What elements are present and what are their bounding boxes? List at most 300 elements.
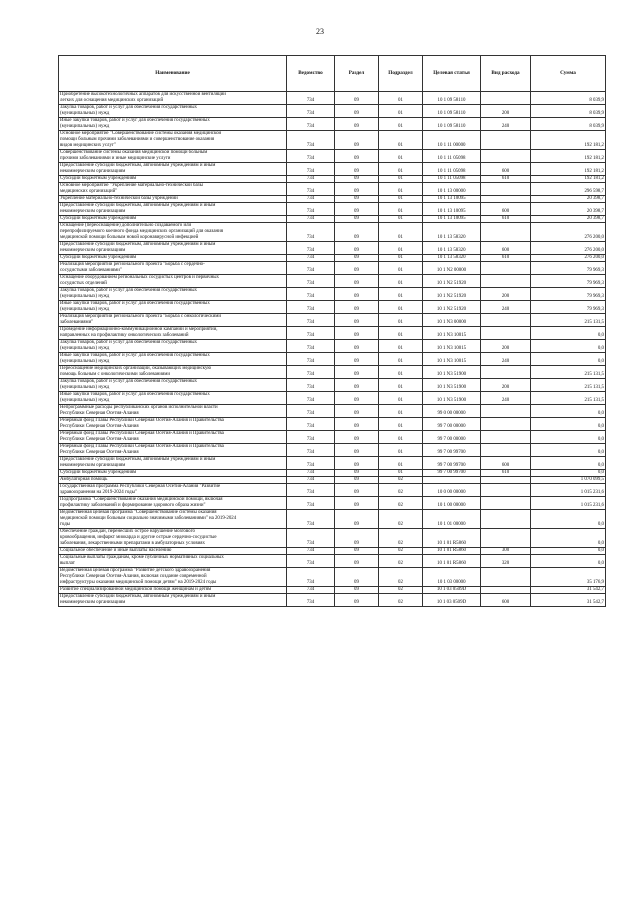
header-subsection: Подраздел [379, 56, 423, 92]
row-section: 09 [335, 587, 379, 594]
row-department: 734 [287, 353, 335, 366]
row-department: 734 [287, 242, 335, 255]
row-expense-type: 610 [481, 255, 531, 262]
row-amount: 0,0 [531, 340, 606, 353]
row-expense-type [481, 418, 531, 431]
table-row [59, 594, 606, 607]
row-subsection: 01 [379, 262, 423, 275]
row-target-article: 99 7 00 99700 [423, 457, 481, 470]
row-subsection: 01 [379, 105, 423, 118]
row-amount: 0,0 [531, 444, 606, 457]
row-subsection: 01 [379, 176, 423, 183]
table-row [59, 379, 606, 392]
row-subsection: 02 [379, 548, 423, 555]
row-department: 734 [287, 118, 335, 131]
row-department: 734 [287, 529, 335, 548]
row-name: Иные закупки товаров, работ и услуг для обеспечения государственных (муниципальных) нужд [59, 353, 287, 366]
row-target-article: 10 1 03 00000 [423, 568, 481, 587]
row-name: Основное мероприятие "Укрепление материально-технической базы медицинских организаций" [59, 183, 287, 196]
row-amount: 79 969,3 [531, 301, 606, 314]
row-department: 734 [287, 131, 335, 150]
row-department: 734 [287, 216, 335, 223]
row-section: 09 [335, 379, 379, 392]
row-department: 734 [287, 105, 335, 118]
row-subsection: 02 [379, 587, 423, 594]
table-row [59, 288, 606, 301]
row-expense-type: 610 [481, 470, 531, 477]
row-expense-type [481, 183, 531, 196]
row-department: 734 [287, 477, 335, 484]
table-row [59, 301, 606, 314]
row-subsection: 01 [379, 340, 423, 353]
row-name: Иные закупки товаров, работ и услуг для обеспечения государственных (муниципальных) нужд [59, 301, 287, 314]
row-department: 734 [287, 340, 335, 353]
header-department: Ведомство [287, 56, 335, 92]
row-amount: 79 969,3 [531, 262, 606, 275]
row-expense-type: 200 [481, 340, 531, 353]
row-target-article: 10 1 N2 00000 [423, 262, 481, 275]
table-row [59, 105, 606, 118]
row-amount: 276 200,0 [531, 255, 606, 262]
row-target-article: 10 1 11 05098 [423, 150, 481, 163]
row-subsection: 02 [379, 568, 423, 587]
table-row [59, 327, 606, 340]
row-target-article: 10 1 00 00000 [423, 497, 481, 510]
row-amount: 1 015 231,6 [531, 497, 606, 510]
row-amount: 0,0 [531, 457, 606, 470]
row-subsection: 02 [379, 529, 423, 548]
table-row [59, 353, 606, 366]
row-amount: 215 131,5 [531, 379, 606, 392]
row-section: 09 [335, 327, 379, 340]
row-section: 09 [335, 301, 379, 314]
row-section: 09 [335, 366, 379, 379]
row-target-article: 10 1 09 58110 [423, 105, 481, 118]
row-amount: 215 131,5 [531, 314, 606, 327]
row-expense-type [481, 196, 531, 203]
row-department: 734 [287, 548, 335, 555]
row-subsection: 01 [379, 314, 423, 327]
row-amount: 8 039,9 [531, 118, 606, 131]
row-name: Резервный фонд Главы Республики Северная Осетия-Алания и Правительства Республики Северная Осетия-Алания [59, 418, 287, 431]
row-name: Ведомственная целевая программа "Совершенствование системы оказания медицинской помощи больным социально значимыми заболеваниями" на 2019-2024 годы [59, 510, 287, 529]
row-expense-type [481, 484, 531, 497]
row-expense-type [481, 150, 531, 163]
row-section: 09 [335, 418, 379, 431]
row-target-article: 10 1 13 58320 [423, 223, 481, 242]
row-department: 734 [287, 163, 335, 176]
table-row [59, 196, 606, 203]
row-subsection: 01 [379, 470, 423, 477]
row-subsection: 01 [379, 92, 423, 105]
row-section: 09 [335, 568, 379, 587]
row-amount: 79 969,3 [531, 288, 606, 301]
row-name: Резервный фонд Главы Республики Северная Осетия-Алания и Правительства Республики Северная Осетия-Алания [59, 444, 287, 457]
table-row [59, 510, 606, 529]
row-section: 09 [335, 150, 379, 163]
row-subsection: 01 [379, 183, 423, 196]
budget-table [58, 55, 606, 607]
table-row [59, 405, 606, 418]
row-name: Проведение информационно-коммуникационной кампании и мероприятий, направленных на профилактику онкологических заболеваний [59, 327, 287, 340]
row-department: 734 [287, 183, 335, 196]
row-target-article: 10 1 13 00000 [423, 183, 481, 196]
row-expense-type: 610 [481, 216, 531, 223]
row-amount: 0,0 [531, 353, 606, 366]
row-name: Закупка товаров, работ и услуг для обеспечения государственных (муниципальных) нужд [59, 379, 287, 392]
row-amount: 296 598,7 [531, 183, 606, 196]
row-expense-type: 600 [481, 457, 531, 470]
row-target-article: 10 1 11 05098 [423, 176, 481, 183]
row-subsection: 01 [379, 301, 423, 314]
row-name: Предоставление субсидий бюджетным, автономным учреждениям и иным некоммерческим организациям [59, 242, 287, 255]
row-department: 734 [287, 366, 335, 379]
row-section: 09 [335, 548, 379, 555]
row-target-article: 99 7 00 99700 [423, 470, 481, 477]
header-section: Раздел [335, 56, 379, 92]
header-target-article: Целевая статья [423, 56, 481, 92]
row-name: Непрограммные расходы республиканских органов исполнительной власти Республики Северная Осетия-Алания [59, 405, 287, 418]
row-section: 09 [335, 255, 379, 262]
row-amount: 215 131,5 [531, 392, 606, 405]
row-section: 09 [335, 92, 379, 105]
row-name: Обеспечение граждан, перенесших острое нарушение мозгового кровообращения, инфаркт миокарда и другие острые сердечно-сосудистые заболевания, лекарственными препаратами в амбулаторных условиях [59, 529, 287, 548]
row-department: 734 [287, 470, 335, 477]
row-section: 09 [335, 203, 379, 216]
row-department: 734 [287, 288, 335, 301]
row-expense-type: 600 [481, 594, 531, 607]
row-subsection: 01 [379, 405, 423, 418]
row-name: Реализация мероприятий регионального проекта "Борьба с онкологическими заболеваниями" [59, 314, 287, 327]
row-expense-type: 300 [481, 548, 531, 555]
table-row [59, 223, 606, 242]
row-section: 09 [335, 216, 379, 223]
row-target-article [423, 477, 481, 484]
row-target-article: 10 1 N3 10015 [423, 353, 481, 366]
row-section: 09 [335, 477, 379, 484]
table-row [59, 150, 606, 163]
row-department: 734 [287, 484, 335, 497]
row-name: Субсидии бюджетным учреждениям [59, 470, 287, 477]
row-department: 734 [287, 587, 335, 594]
table-row [59, 314, 606, 327]
row-section: 09 [335, 176, 379, 183]
row-target-article: 10 1 N3 51900 [423, 379, 481, 392]
row-name: Ведомственная целевая программа "Развитие детского здравоохранения Республики Северная Осетия-Алания, включая создание современной инфраструктуры оказания медицинской помощи детям" на 2019-2024 годы [59, 568, 287, 587]
row-expense-type: 200 [481, 379, 531, 392]
row-name: Субсидии бюджетным учреждениям [59, 255, 287, 262]
table-row [59, 431, 606, 444]
row-subsection: 02 [379, 594, 423, 607]
row-subsection: 02 [379, 484, 423, 497]
row-department: 734 [287, 379, 335, 392]
header-name: Наименование [59, 56, 287, 92]
row-expense-type [481, 431, 531, 444]
row-department: 734 [287, 568, 335, 587]
table-row [59, 340, 606, 353]
header-expense-type: Вид расхода [481, 56, 531, 92]
row-section: 09 [335, 275, 379, 288]
table-row [59, 484, 606, 497]
row-department: 734 [287, 327, 335, 340]
row-department: 734 [287, 431, 335, 444]
row-expense-type [481, 327, 531, 340]
row-expense-type [481, 405, 531, 418]
row-name: Основное мероприятие "Совершенствование системы оказания медицинской помощи больным прочими заболеваниями и совершенствование оказания видов медицинских услуг" [59, 131, 287, 150]
row-target-article: 10 1 11 00000 [423, 131, 481, 150]
row-subsection: 01 [379, 379, 423, 392]
row-section: 09 [335, 183, 379, 196]
row-department: 734 [287, 405, 335, 418]
row-amount: 0,0 [531, 529, 606, 548]
row-department: 734 [287, 392, 335, 405]
row-expense-type: 240 [481, 353, 531, 366]
row-section: 09 [335, 353, 379, 366]
row-name: Совершенствование системы оказания медицинской помощи больным прочими заболеваниями и иные медицинские услуги [59, 150, 287, 163]
table-row [59, 163, 606, 176]
row-amount: 20 398,7 [531, 216, 606, 223]
row-section: 09 [335, 431, 379, 444]
row-section: 09 [335, 163, 379, 176]
row-name: Социальное обеспечение и иные выплаты населению [59, 548, 287, 555]
header-amount: Сумма [531, 56, 606, 92]
row-subsection: 02 [379, 555, 423, 568]
row-expense-type: 240 [481, 301, 531, 314]
row-department: 734 [287, 262, 335, 275]
row-subsection: 01 [379, 392, 423, 405]
row-expense-type: 240 [481, 118, 531, 131]
row-subsection: 02 [379, 510, 423, 529]
row-expense-type [481, 262, 531, 275]
row-name: Реализация мероприятий регионального проекта "Борьба с сердечно- сосудистыми заболеваниями" [59, 262, 287, 275]
row-target-article: 10 1 N3 51900 [423, 392, 481, 405]
row-section: 09 [335, 457, 379, 470]
row-department: 734 [287, 223, 335, 242]
row-section: 09 [335, 288, 379, 301]
row-name: Подпрограмма "Совершенствование оказания медицинской помощи, включая профилактику заболеваний и формирование здорового образа жизни" [59, 497, 287, 510]
row-subsection: 02 [379, 477, 423, 484]
table-row [59, 203, 606, 216]
row-department: 734 [287, 176, 335, 183]
row-section: 09 [335, 444, 379, 457]
row-section: 09 [335, 484, 379, 497]
row-expense-type [481, 568, 531, 587]
row-department: 734 [287, 150, 335, 163]
row-target-article: 10 1 01 R5860 [423, 548, 481, 555]
row-amount: 276 200,0 [531, 242, 606, 255]
row-subsection: 01 [379, 288, 423, 301]
row-subsection: 01 [379, 131, 423, 150]
row-section: 09 [335, 497, 379, 510]
row-subsection: 01 [379, 418, 423, 431]
row-section: 09 [335, 262, 379, 275]
row-expense-type [481, 275, 531, 288]
row-department: 734 [287, 555, 335, 568]
table-row [59, 477, 606, 484]
row-name: Социальные выплаты гражданам, кроме публичных нормативных социальных выплат [59, 555, 287, 568]
row-target-article: 99 0 00 00000 [423, 405, 481, 418]
row-target-article: 10 1 N3 10015 [423, 340, 481, 353]
row-target-article: 10 1 03 0509D [423, 587, 481, 594]
row-expense-type [481, 587, 531, 594]
row-target-article: 99 7 00 99700 [423, 444, 481, 457]
row-subsection: 01 [379, 242, 423, 255]
row-section: 09 [335, 118, 379, 131]
row-amount: 192 181,2 [531, 150, 606, 163]
row-subsection: 01 [379, 203, 423, 216]
row-expense-type [481, 223, 531, 242]
row-expense-type: 320 [481, 555, 531, 568]
row-amount: 1 015 231,6 [531, 484, 606, 497]
row-target-article: 10 1 13 10095 [423, 203, 481, 216]
row-amount: 0,0 [531, 327, 606, 340]
row-expense-type [481, 529, 531, 548]
row-target-article: 99 7 00 00000 [423, 418, 481, 431]
row-expense-type: 610 [481, 176, 531, 183]
table-row [59, 176, 606, 183]
row-target-article: 10 1 01 R5860 [423, 555, 481, 568]
row-expense-type [481, 131, 531, 150]
table-row [59, 262, 606, 275]
row-target-article: 10 1 N2 51920 [423, 301, 481, 314]
row-subsection: 01 [379, 196, 423, 203]
row-target-article: 10 1 01 00000 [423, 510, 481, 529]
table-row [59, 392, 606, 405]
row-name: Оснащение оборудованием региональных сосудистых центров и первичных сосудистых отделений [59, 275, 287, 288]
table-row [59, 183, 606, 196]
row-subsection: 01 [379, 366, 423, 379]
row-subsection: 01 [379, 223, 423, 242]
row-target-article: 10 1 N2 51920 [423, 275, 481, 288]
table-row [59, 216, 606, 223]
row-department: 734 [287, 255, 335, 262]
row-target-article: 10 1 13 58320 [423, 242, 481, 255]
row-name: Развитие специализированной медицинской помощи женщинам и детям [59, 587, 287, 594]
row-name: Переоснащение медицинских организаций, оказывающих медицинскую помощь больным с онкологическими заболеваниями [59, 366, 287, 379]
row-target-article: 10 1 09 58110 [423, 118, 481, 131]
row-target-article: 10 1 N3 00000 [423, 314, 481, 327]
row-subsection: 01 [379, 457, 423, 470]
row-expense-type: 600 [481, 163, 531, 176]
row-department: 734 [287, 301, 335, 314]
row-target-article: 10 1 03 0509D [423, 594, 481, 607]
row-name: Резервный фонд Главы Республики Северная Осетия-Алания и Правительства Республики Северная Осетия-Алания [59, 431, 287, 444]
row-section: 09 [335, 594, 379, 607]
row-amount: 0,0 [531, 431, 606, 444]
table-row [59, 529, 606, 548]
row-expense-type [481, 510, 531, 529]
row-expense-type: 200 [481, 288, 531, 301]
row-name: Закупка товаров, работ и услуг для обеспечения государственных (муниципальных) нужд [59, 288, 287, 301]
row-target-article: 10 1 11 05098 [423, 163, 481, 176]
row-name: Субсидии бюджетным учреждениям [59, 216, 287, 223]
row-subsection: 01 [379, 431, 423, 444]
row-department: 734 [287, 457, 335, 470]
row-department: 734 [287, 444, 335, 457]
row-name: Субсидии бюджетным учреждениям [59, 176, 287, 183]
row-amount: 20 398,7 [531, 196, 606, 203]
row-expense-type: 240 [481, 392, 531, 405]
row-expense-type [481, 477, 531, 484]
row-amount: 1 070 099,5 [531, 477, 606, 484]
row-expense-type: 600 [481, 203, 531, 216]
row-name: Предоставление субсидий бюджетным, автономным учреждениям и иным некоммерческим организациям [59, 594, 287, 607]
row-expense-type: 600 [481, 242, 531, 255]
row-name: Иные закупки товаров, работ и услуг для обеспечения государственных (муниципальных) нужд [59, 392, 287, 405]
row-name: Оснащение (переоснащение) дополнительно создаваемого или перепрофилируемого коечного фонда медицинских организаций для оказания медицинской помощи больным новой коронавирусной инфекцией [59, 223, 287, 242]
row-name: Закупка товаров, работ и услуг для обеспечения государственных (муниципальных) нужд [59, 340, 287, 353]
table-row [59, 242, 606, 255]
row-amount: 0,0 [531, 470, 606, 477]
row-department: 734 [287, 510, 335, 529]
row-target-article: 10 1 13 58320 [423, 255, 481, 262]
row-amount: 20 398,7 [531, 203, 606, 216]
row-target-article: 10 1 13 10095 [423, 216, 481, 223]
row-target-article: 10 1 N3 51900 [423, 366, 481, 379]
table-row [59, 548, 606, 555]
row-department: 734 [287, 418, 335, 431]
table-row [59, 366, 606, 379]
row-target-article: 10 1 13 10095 [423, 196, 481, 203]
row-name: Амбулаторная помощь [59, 477, 287, 484]
table-row [59, 92, 606, 105]
row-amount: 192 181,2 [531, 163, 606, 176]
row-name: Предоставление субсидий бюджетным, автономным учреждениям и иным некоммерческим организациям [59, 457, 287, 470]
row-section: 09 [335, 555, 379, 568]
row-section: 09 [335, 105, 379, 118]
table-header-row [59, 56, 606, 92]
row-name: Иные закупки товаров, работ и услуг для обеспечения государственных (муниципальных) нужд [59, 118, 287, 131]
table-row [59, 587, 606, 594]
row-section: 09 [335, 314, 379, 327]
row-department: 734 [287, 196, 335, 203]
row-section: 09 [335, 392, 379, 405]
row-name: Приобретение высокотехнологичных аппаратов для искусственной вентиляции легких для оснащения медицинских организаций [59, 92, 287, 105]
row-subsection: 01 [379, 327, 423, 340]
row-amount: 31 542,7 [531, 587, 606, 594]
row-amount: 276 200,0 [531, 223, 606, 242]
row-target-article: 10 1 09 58110 [423, 92, 481, 105]
table-row [59, 457, 606, 470]
row-name: Укрепление материально-технической базы учреждений [59, 196, 287, 203]
table-row [59, 444, 606, 457]
row-expense-type [481, 314, 531, 327]
table-row [59, 131, 606, 150]
row-subsection: 01 [379, 275, 423, 288]
row-expense-type: 200 [481, 105, 531, 118]
row-amount: 0,0 [531, 510, 606, 529]
table-row [59, 497, 606, 510]
row-amount: 215 131,5 [531, 366, 606, 379]
row-expense-type [481, 92, 531, 105]
table-row [59, 555, 606, 568]
row-subsection: 01 [379, 216, 423, 223]
row-expense-type [481, 444, 531, 457]
row-amount: 192 181,2 [531, 176, 606, 183]
row-section: 09 [335, 529, 379, 548]
row-department: 734 [287, 275, 335, 288]
row-target-article: 10 1 N3 10015 [423, 327, 481, 340]
row-amount: 8 039,9 [531, 92, 606, 105]
row-section: 09 [335, 340, 379, 353]
row-section: 09 [335, 223, 379, 242]
row-amount: 0,0 [531, 418, 606, 431]
row-subsection: 01 [379, 163, 423, 176]
row-amount: 35 176,9 [531, 568, 606, 587]
table-row [59, 275, 606, 288]
row-section: 09 [335, 470, 379, 477]
row-name: Предоставление субсидий бюджетным, автономным учреждениям и иным некоммерческим организациям [59, 203, 287, 216]
